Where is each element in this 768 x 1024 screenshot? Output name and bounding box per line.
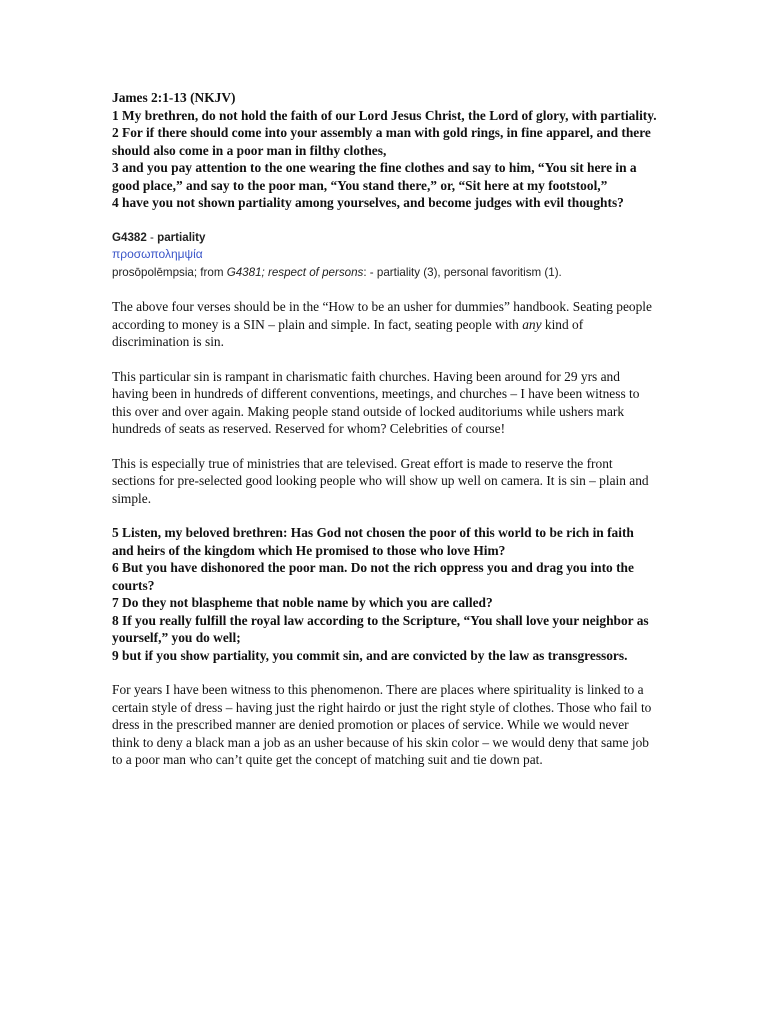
strongs-heading bbox=[112, 229, 657, 247]
passage-heading: James 2:1-13 (NKJV) bbox=[112, 90, 236, 105]
transliteration: prosōpolēmpsia; from bbox=[112, 265, 227, 279]
strongs-separator: - bbox=[146, 230, 158, 244]
verse-2: 2 For if there should come into your assembly a man with gold rings, in fine apparel, and there should also come in a poor man in filthy clothes, bbox=[112, 125, 651, 158]
scripture-passage-2 bbox=[112, 524, 657, 664]
verse-9: 9 but if you show partiality, you commit sin, and are convicted by the law as transgressors. bbox=[112, 647, 628, 663]
strongs-gloss: ; respect of persons bbox=[261, 265, 364, 279]
document-page bbox=[112, 89, 657, 769]
verse-4: 4 have you not shown partiality among yourselves, and become judges with evil thoughts? bbox=[112, 195, 624, 210]
strongs-definition bbox=[112, 264, 657, 282]
verse-8: 8 If you really fulfill the royal law according to the Scripture, “You shall love your neighbor as yourself,” you do well; bbox=[112, 612, 649, 645]
commentary-paragraph-4: For years I have been witness to this phenomenon. There are places where spirituality is linked to a certain style of dress – having just the right hairdo or just the right style of clothes. Those who fail to dress in the prescribed manner are denied promotion or places of service. While we would never think to deny a black man a job as an usher because of his skin color – we would deny that same job to a poor man who can’t quite get the concept of matching suit and tie down pat. bbox=[112, 682, 652, 767]
strongs-number: G4382 bbox=[112, 230, 147, 244]
verse-3: 3 and you pay attention to the one wearing the fine clothes and say to him, “You sit here in a good place,” and say to the poor man, “You stand there,” or, “Sit here at my footstool,” bbox=[112, 160, 637, 193]
verse-1: 1 My brethren, do not hold the faith of our Lord Jesus Christ, the Lord of glory, with partiality. bbox=[112, 107, 657, 123]
verse-7: 7 Do they not blaspheme that noble name by which you are called? bbox=[112, 595, 493, 610]
commentary-text: kind of discrimination is sin. bbox=[112, 316, 584, 349]
commentary-text: The above four verses should be in the “How to be an usher for dummies” handbook. Seating people according to money is a SIN – plain and simple. In fact, seating people with bbox=[112, 299, 652, 332]
greek-word: προσωπολημψία bbox=[112, 247, 203, 261]
strongs-usage: : - partiality (3), personal favoritism (1). bbox=[363, 265, 562, 279]
emphasis-any: any bbox=[522, 316, 542, 332]
strongs-reference: G4381 bbox=[226, 265, 262, 279]
commentary-paragraph-1 bbox=[112, 298, 657, 351]
verse-6: 6 But you have dishonored the poor man. Do not the rich oppress you and drag you into the courts? bbox=[112, 560, 634, 593]
scripture-passage-1 bbox=[112, 89, 657, 212]
strongs-entry bbox=[112, 229, 657, 282]
commentary-paragraph-2: This particular sin is rampant in charismatic faith churches. Having been around for 29 yrs and having been in hundreds of different conventions, meetings, and churches – I have been witness to this over and over again. Making people stand outside of locked auditoriums while ushers mark hundreds of seats as reserved. Reserved for whom? Celebrities of course! bbox=[112, 368, 640, 436]
strongs-word: partiality bbox=[157, 230, 206, 244]
verse-5: 5 Listen, my beloved brethren: Has God not chosen the poor of this world to be rich in faith and heirs of the kingdom which He promised to those who love Him? bbox=[112, 525, 634, 558]
commentary-paragraph-3: This is especially true of ministries that are televised. Great effort is made to reserve the front sections for pre-selected good looking people who will show up well on camera. It is sin – plain and simple. bbox=[112, 455, 649, 506]
